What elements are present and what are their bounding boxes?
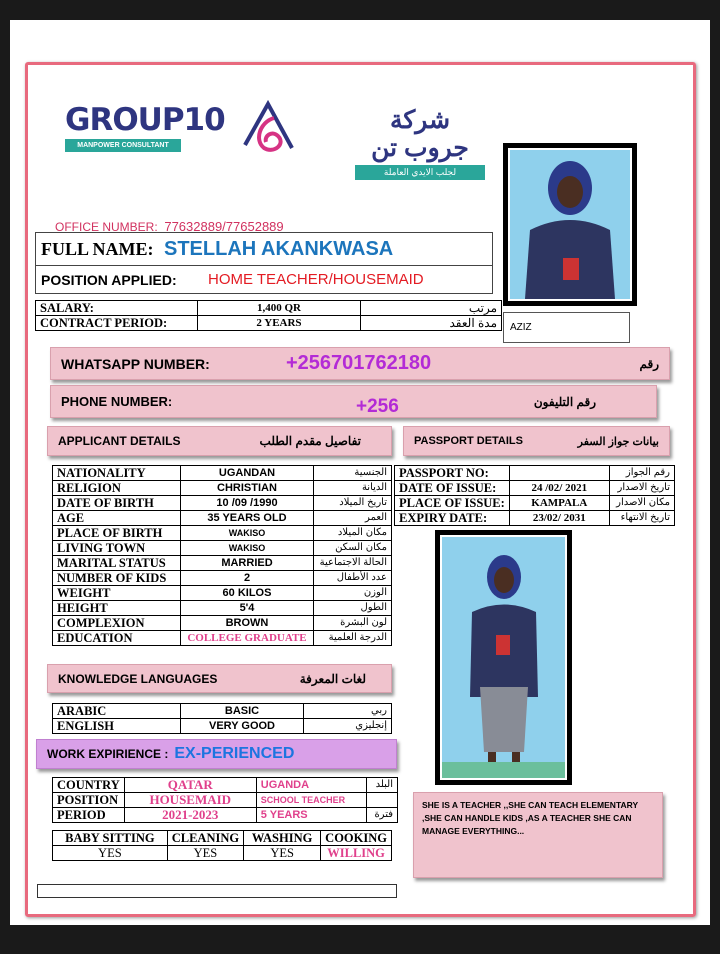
table-cell: الطول <box>314 601 392 616</box>
table-cell: البلد <box>366 778 397 793</box>
table-cell: WEIGHT <box>53 586 181 601</box>
table-row <box>395 496 675 511</box>
table-row <box>53 704 392 719</box>
table-cell: HOUSEMAID <box>124 793 256 808</box>
table-cell: COUNTRY <box>53 778 125 793</box>
skills-table <box>52 830 392 861</box>
table-row <box>53 846 392 861</box>
table-cell: BASIC <box>181 704 304 719</box>
table-row <box>395 481 675 496</box>
skill-cell: YES <box>167 846 243 861</box>
table-row <box>53 793 398 808</box>
table-cell: رقم الجواز <box>609 466 674 481</box>
table-row <box>53 496 392 511</box>
applicant-full-photo <box>435 530 572 785</box>
table-cell: 35 YEARS OLD <box>181 511 314 526</box>
work-label: WORK EXPIRIENCE : <box>47 747 169 761</box>
arabic-logo <box>355 106 485 180</box>
whatsapp-value: +256701762180 <box>286 352 432 374</box>
logo-text: GROUP10 <box>65 102 225 138</box>
table-cell: PASSPORT NO: <box>395 466 510 481</box>
table-cell: RELIGION <box>53 481 181 496</box>
salary-ar: مرتب <box>361 301 502 316</box>
table-cell: PLACE OF ISSUE: <box>395 496 510 511</box>
table-cell: QATAR <box>124 778 256 793</box>
whatsapp-label: WHATSAPP NUMBER: <box>61 355 210 372</box>
position-row <box>35 266 493 294</box>
passport-table <box>394 465 675 526</box>
logo-ar-text: شركة جروب تن <box>371 106 469 162</box>
languages-header <box>47 664 392 693</box>
position-label: POSITION APPLIED: <box>41 271 177 288</box>
table-cell: COLLEGE GRADUATE <box>181 631 314 646</box>
table-cell: EDUCATION <box>53 631 181 646</box>
table-row <box>53 526 392 541</box>
work-history-table <box>52 777 398 823</box>
table-cell: تاريخ الانتهاء <box>609 511 674 526</box>
contract-ar: مدة العقد <box>361 316 502 331</box>
salary-table <box>35 300 502 331</box>
office-value: 77632889/77652889 <box>164 219 284 234</box>
work-value: EX-PERIENCED <box>174 745 295 762</box>
table-cell: WAKISO <box>181 526 314 541</box>
table-row <box>53 778 398 793</box>
table-cell: 24 /02/ 2021 <box>509 481 609 496</box>
table-row <box>53 466 392 481</box>
full-name-label: FULL NAME: <box>41 238 154 259</box>
phone-label: PHONE NUMBER: <box>61 394 173 409</box>
skill-cell: CLEANING <box>167 831 243 846</box>
table-row <box>53 556 392 571</box>
logo-subtitle: MANPOWER CONSULTANT <box>65 139 181 152</box>
table-cell: 60 KILOS <box>181 586 314 601</box>
table-cell: تاريخ الميلاد <box>314 496 392 511</box>
table-cell: تاريخ الاصدار <box>609 481 674 496</box>
passport-title-ar: بيانات جواز السفر <box>577 435 659 448</box>
work-experience-bar <box>36 739 397 769</box>
empty-field <box>37 884 397 898</box>
phone-value: +256 <box>356 395 399 417</box>
languages-title: KNOWLEDGE LANGUAGES <box>58 671 218 686</box>
table-row <box>53 808 398 823</box>
table-cell: AGE <box>53 511 181 526</box>
table-row <box>53 719 392 734</box>
table-row <box>53 831 392 846</box>
group10-logo <box>65 102 225 152</box>
table-cell: لون البشرة <box>314 616 392 631</box>
whatsapp-ar: رقم <box>639 356 659 371</box>
photo-caption: AZIZ <box>503 312 630 343</box>
table-cell: إنجليزي <box>304 719 392 734</box>
salary-value: 1,400 QR <box>198 301 361 316</box>
logo-ar-subtitle: لجلب الايدي العاملة <box>355 165 485 180</box>
table-cell: POSITION <box>53 793 125 808</box>
skill-cell: YES <box>53 846 168 861</box>
table-row <box>53 601 392 616</box>
table-cell: 2021-2023 <box>124 808 256 823</box>
table-cell: ENGLISH <box>53 719 181 734</box>
table-cell: مكان الميلاد <box>314 526 392 541</box>
table-cell: PLACE OF BIRTH <box>53 526 181 541</box>
table-cell: WAKISO <box>181 541 314 556</box>
person-portrait-icon <box>510 150 630 299</box>
applicant-details-header <box>47 426 392 456</box>
table-cell: LIVING TOWN <box>53 541 181 556</box>
table-cell: 5'4 <box>181 601 314 616</box>
table-cell: PERIOD <box>53 808 125 823</box>
table-cell: EXPIRY DATE: <box>395 511 510 526</box>
table-cell: فترة <box>366 808 397 823</box>
skill-cell: COOKING <box>321 831 392 846</box>
table-cell: 2 <box>181 571 314 586</box>
table-row <box>53 511 392 526</box>
table-cell: مكان السكن <box>314 541 392 556</box>
contract-label: CONTRACT PERIOD: <box>36 316 198 331</box>
table-cell: HEIGHT <box>53 601 181 616</box>
skill-cell: WASHING <box>244 831 321 846</box>
table-cell <box>509 466 609 481</box>
languages-table <box>52 703 392 734</box>
table-row <box>53 481 392 496</box>
table-cell: 5 YEARS <box>256 808 366 823</box>
table-cell: ARABIC <box>53 704 181 719</box>
table-cell: SCHOOL TEACHER <box>256 793 366 808</box>
salary-label: SALARY: <box>36 301 198 316</box>
table-cell: 23/02/ 2031 <box>509 511 609 526</box>
table-cell: الحالة الاجتماعية <box>314 556 392 571</box>
office-label: OFFICE NUMBER: <box>55 220 158 234</box>
phone-bar <box>50 385 657 418</box>
table-row <box>395 511 675 526</box>
table-cell: 10 /09 /1990 <box>181 496 314 511</box>
table-row <box>53 541 392 556</box>
person-full-body-icon <box>442 537 565 778</box>
skill-cell: WILLING <box>321 846 392 861</box>
table-row <box>53 631 392 646</box>
table-cell: NUMBER OF KIDS <box>53 571 181 586</box>
passport-details-header <box>403 426 670 456</box>
table-row <box>53 616 392 631</box>
table-cell: UGANDA <box>256 778 366 793</box>
table-cell: DATE OF ISSUE: <box>395 481 510 496</box>
phone-ar: رقم التليفون <box>533 394 596 409</box>
table-cell: الديانة <box>314 481 392 496</box>
whatsapp-bar <box>50 347 670 380</box>
applicant-title-ar: تفاصيل مقدم الطلب <box>259 434 361 448</box>
full-name-value: STELLAH AKANKWASA <box>164 237 394 260</box>
skill-cell: BABY SITTING <box>53 831 168 846</box>
contract-value: 2 YEARS <box>198 316 361 331</box>
table-cell: MARITAL STATUS <box>53 556 181 571</box>
table-cell: الوزن <box>314 586 392 601</box>
company-emblem-icon <box>240 100 300 155</box>
languages-title-ar: لغات المعرفة <box>299 671 366 686</box>
table-cell: الجنسية <box>314 466 392 481</box>
table-cell: BROWN <box>181 616 314 631</box>
table-cell: العمر <box>314 511 392 526</box>
position-value: HOME TEACHER/HOUSEMAID <box>208 271 424 288</box>
table-cell: KAMPALA <box>509 496 609 511</box>
table-row <box>53 586 392 601</box>
skill-cell: YES <box>244 846 321 861</box>
passport-title: PASSPORT DETAILS <box>414 435 523 447</box>
applicant-title: APPLICANT DETAILS <box>58 434 181 448</box>
table-cell: مكان الاصدار <box>609 496 674 511</box>
table-cell <box>366 793 397 808</box>
table-cell: الدرجة العلمية <box>314 631 392 646</box>
notes-box: SHE IS A TEACHER ,,SHE CAN TEACH ELEMENTARY ,SHE CAN HANDLE KIDS ,AS A TEACHER SHE CAN MANAGE EVERYTHING... <box>413 792 663 878</box>
table-cell: CHRISTIAN <box>181 481 314 496</box>
table-cell: UGANDAN <box>181 466 314 481</box>
applicant-photo <box>503 143 637 306</box>
table-cell: MARRIED <box>181 556 314 571</box>
table-cell: عدد الأطفال <box>314 571 392 586</box>
table-cell: NATIONALITY <box>53 466 181 481</box>
applicant-table <box>52 465 392 646</box>
table-cell: DATE OF BIRTH <box>53 496 181 511</box>
table-cell: ربي <box>304 704 392 719</box>
table-cell: COMPLEXION <box>53 616 181 631</box>
table-row <box>53 571 392 586</box>
table-row <box>395 466 675 481</box>
full-name-row <box>35 232 493 266</box>
table-cell: VERY GOOD <box>181 719 304 734</box>
